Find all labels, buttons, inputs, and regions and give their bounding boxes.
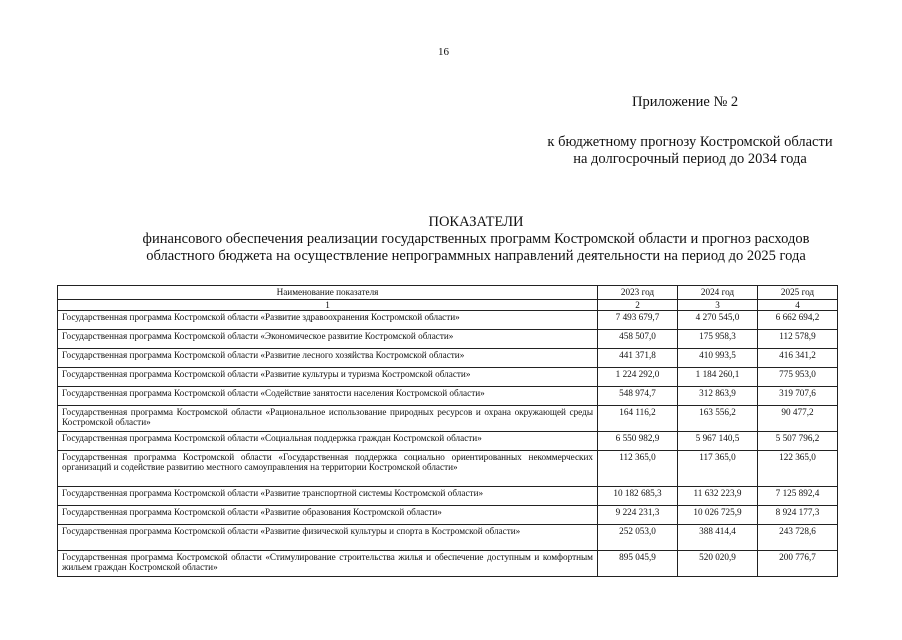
- heading-title: ПОКАЗАТЕЛИ: [428, 214, 524, 230]
- table-row: [58, 387, 838, 406]
- value-2023-cell: 10 182 685,3: [598, 487, 678, 506]
- value-2024-cell: 1 184 260,1: [678, 368, 758, 387]
- value-2023-cell: 252 053,0: [598, 525, 678, 551]
- appendix-subtitle: [520, 134, 860, 168]
- value-2024-cell: 312 863,9: [678, 387, 758, 406]
- table-row: [58, 551, 838, 577]
- table-row: [58, 330, 838, 349]
- program-name-cell: Государственная программа Костромской области «Развитие здравоохранения Костромской области»: [58, 311, 598, 330]
- table-row: [58, 487, 838, 506]
- column-header: 2023 год: [598, 286, 678, 300]
- column-number: 4: [758, 300, 838, 311]
- table-row: [58, 349, 838, 368]
- page-number: 16: [438, 46, 449, 58]
- value-2023-cell: 6 550 982,9: [598, 432, 678, 451]
- table-row: [58, 368, 838, 387]
- value-2023-cell: 7 493 679,7: [598, 311, 678, 330]
- column-number: 3: [678, 300, 758, 311]
- value-2025-cell: 6 662 694,2: [758, 311, 838, 330]
- value-2024-cell: 10 026 725,9: [678, 506, 758, 525]
- value-2024-cell: 520 020,9: [678, 551, 758, 577]
- value-2024-cell: 410 993,5: [678, 349, 758, 368]
- appendix-title: Приложение № 2: [632, 94, 739, 110]
- value-2024-cell: 4 270 545,0: [678, 311, 758, 330]
- program-name-cell: Государственная программа Костромской области «Экономическое развитие Костромской области»: [58, 330, 598, 349]
- program-name-cell: Государственная программа Костромской области «Государственная поддержка социально ориентированных некоммерческих организаций и содействие развитию местного самоуправления на территории Костромской области»: [58, 451, 598, 487]
- value-2025-cell: 8 924 177,3: [758, 506, 838, 525]
- value-2023-cell: 164 116,2: [598, 406, 678, 432]
- value-2024-cell: 5 967 140,5: [678, 432, 758, 451]
- program-name-cell: Государственная программа Костромской области «Социальная поддержка граждан Костромской области»: [58, 432, 598, 451]
- appendix-subtitle-line: на долгосрочный период до 2034 года: [573, 151, 807, 167]
- table-row: [58, 311, 838, 330]
- value-2025-cell: 7 125 892,4: [758, 487, 838, 506]
- value-2025-cell: 243 728,6: [758, 525, 838, 551]
- value-2025-cell: 90 477,2: [758, 406, 838, 432]
- table-row: [58, 525, 838, 551]
- value-2023-cell: 895 045,9: [598, 551, 678, 577]
- column-header: 2024 год: [678, 286, 758, 300]
- program-name-cell: Государственная программа Костромской области «Развитие физической культуры и спорта в Костромской области»: [58, 525, 598, 551]
- value-2025-cell: 775 953,0: [758, 368, 838, 387]
- value-2023-cell: 458 507,0: [598, 330, 678, 349]
- value-2023-cell: 441 371,8: [598, 349, 678, 368]
- value-2024-cell: 388 414,4: [678, 525, 758, 551]
- value-2025-cell: 112 578,9: [758, 330, 838, 349]
- heading-line: финансового обеспечения реализации государственных программ Костромской области и прогноз расходов: [142, 231, 810, 247]
- program-name-cell: Государственная программа Костромской области «Содействие занятости населения Костромской области»: [58, 387, 598, 406]
- table-header-row: [58, 286, 838, 300]
- document-heading: [100, 214, 852, 265]
- heading-line: областного бюджета на осуществление непрограммных направлений деятельности на период до 2025 года: [146, 248, 806, 264]
- value-2023-cell: 548 974,7: [598, 387, 678, 406]
- value-2024-cell: 175 958,3: [678, 330, 758, 349]
- column-number: 1: [58, 300, 598, 311]
- program-name-cell: Государственная программа Костромской области «Развитие культуры и туризма Костромской области»: [58, 368, 598, 387]
- value-2024-cell: 11 632 223,9: [678, 487, 758, 506]
- value-2024-cell: 117 365,0: [678, 451, 758, 487]
- program-name-cell: Государственная программа Костромской области «Развитие транспортной системы Костромской области»: [58, 487, 598, 506]
- column-header: Наименование показателя: [58, 286, 598, 300]
- value-2023-cell: 9 224 231,3: [598, 506, 678, 525]
- value-2023-cell: 1 224 292,0: [598, 368, 678, 387]
- value-2025-cell: 319 707,6: [758, 387, 838, 406]
- table-row: [58, 451, 838, 487]
- value-2024-cell: 163 556,2: [678, 406, 758, 432]
- appendix-subtitle-line: к бюджетному прогнозу Костромской области: [547, 134, 833, 150]
- program-name-cell: Государственная программа Костромской области «Стимулирование строительства жилья и обеспечение доступным и комфортным жильем граждан Костромской области»: [58, 551, 598, 577]
- program-name-cell: Государственная программа Костромской области «Развитие образования Костромской области»: [58, 506, 598, 525]
- table-row: [58, 506, 838, 525]
- table-row: [58, 406, 838, 432]
- table-row: [58, 432, 838, 451]
- indicators-table: [57, 285, 838, 577]
- table-body: [58, 311, 838, 577]
- program-name-cell: Государственная программа Костромской области «Развитие лесного хозяйства Костромской области»: [58, 349, 598, 368]
- program-name-cell: Государственная программа Костромской области «Рациональное использование природных ресурсов и охрана окружающей среды Костромской области»: [58, 406, 598, 432]
- value-2023-cell: 112 365,0: [598, 451, 678, 487]
- value-2025-cell: 200 776,7: [758, 551, 838, 577]
- column-number: 2: [598, 300, 678, 311]
- value-2025-cell: 122 365,0: [758, 451, 838, 487]
- value-2025-cell: 5 507 796,2: [758, 432, 838, 451]
- column-number-row: [58, 300, 838, 311]
- value-2025-cell: 416 341,2: [758, 349, 838, 368]
- column-header: 2025 год: [758, 286, 838, 300]
